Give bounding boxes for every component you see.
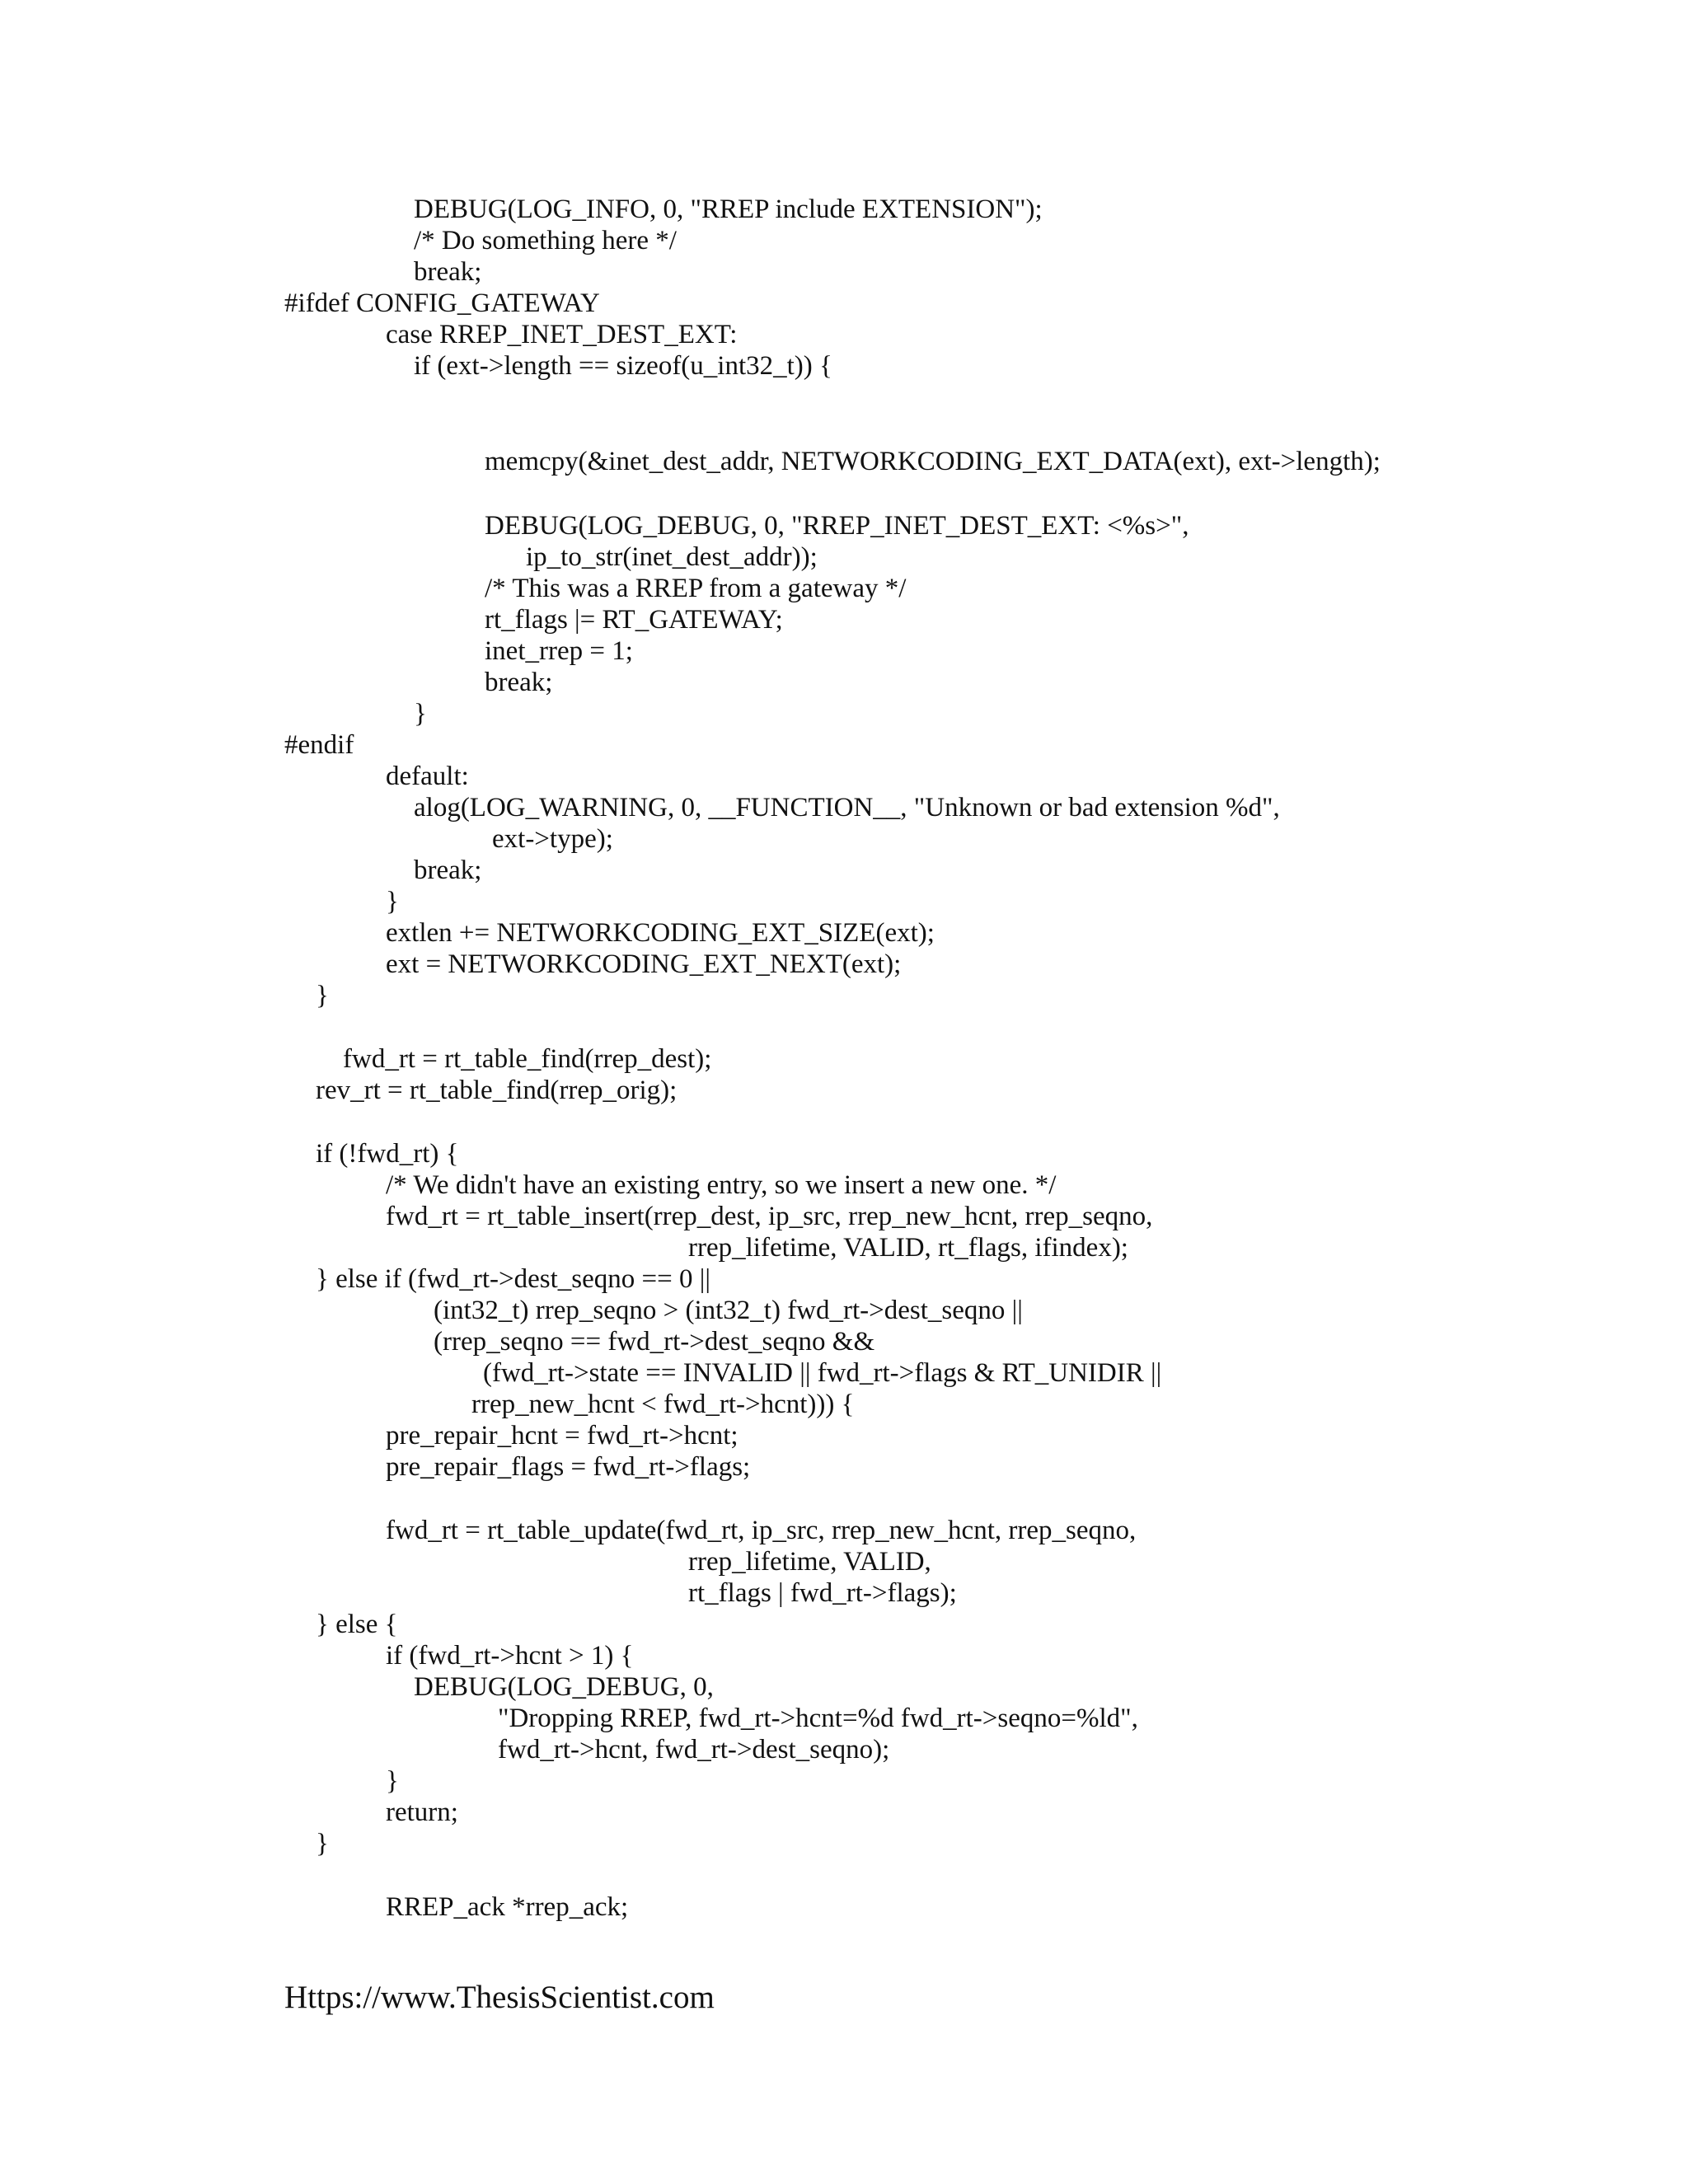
code-line: } (386, 887, 399, 916)
code-line: } (386, 1766, 399, 1796)
code-line: memcpy(&inet_dest_addr, NETWORKCODING_EXT_DATA(ext), ext->length); (485, 447, 1381, 476)
footer-url: Https://www.ThesisScientist.com (284, 1980, 715, 2015)
code-line: return; (386, 1797, 458, 1827)
code-line: inet_rrep = 1; (485, 636, 633, 666)
code-line: fwd_rt = rt_table_find(rrep_dest); (343, 1044, 712, 1074)
code-line: fwd_rt = rt_table_update(fwd_rt, ip_src, rrep_new_hcnt, rrep_seqno, (386, 1516, 1137, 1545)
code-line: #ifdef CONFIG_GATEWAY (284, 288, 600, 318)
code-line: "Dropping RREP, fwd_rt->hcnt=%d fwd_rt->seqno=%ld", (498, 1704, 1138, 1733)
code-line: /* This was a RREP from a gateway */ (485, 574, 907, 603)
code-line: rt_flags | fwd_rt->flags); (688, 1578, 957, 1608)
code-line: if (fwd_rt->hcnt > 1) { (386, 1641, 634, 1671)
code-line: } (316, 1829, 329, 1858)
code-line: rrep_new_hcnt < fwd_rt->hcnt))) { (471, 1390, 855, 1419)
code-line: default: (386, 762, 469, 791)
code-line: case RREP_INET_DEST_EXT: (386, 320, 738, 349)
code-line: ext = NETWORKCODING_EXT_NEXT(ext); (386, 949, 902, 979)
code-line: /* Do something here */ (414, 226, 677, 255)
code-line: ip_to_str(inet_dest_addr)); (526, 542, 818, 572)
code-line: break; (485, 668, 553, 697)
code-line: extlen += NETWORKCODING_EXT_SIZE(ext); (386, 918, 935, 948)
code-line: rrep_lifetime, VALID, rt_flags, ifindex); (688, 1233, 1128, 1263)
code-line: fwd_rt = rt_table_insert(rrep_dest, ip_src, rrep_new_hcnt, rrep_seqno, (386, 1202, 1153, 1231)
code-line: DEBUG(LOG_DEBUG, 0, "RREP_INET_DEST_EXT: <%s>", (485, 511, 1189, 541)
code-line: ext->type); (492, 824, 613, 854)
code-line: } else { (316, 1610, 398, 1639)
code-line: (fwd_rt->state == INVALID || fwd_rt->flags & RT_UNIDIR || (483, 1358, 1162, 1388)
code-line: } (316, 981, 329, 1010)
code-line: break; (414, 257, 482, 287)
code-line: if (ext->length == sizeof(u_int32_t)) { (414, 351, 832, 381)
code-line: DEBUG(LOG_INFO, 0, "RREP include EXTENSION"); (414, 194, 1043, 224)
code-line: rrep_lifetime, VALID, (688, 1547, 931, 1577)
code-line: break; (414, 855, 482, 885)
code-line: (int32_t) rrep_seqno > (int32_t) fwd_rt->dest_seqno || (434, 1296, 1023, 1325)
code-line: } (414, 699, 427, 729)
code-line: (rrep_seqno == fwd_rt->dest_seqno && (434, 1327, 875, 1357)
code-line: fwd_rt->hcnt, fwd_rt->dest_seqno); (498, 1735, 890, 1765)
code-line: /* We didn't have an existing entry, so we insert a new one. */ (386, 1170, 1057, 1200)
code-line: rev_rt = rt_table_find(rrep_orig); (316, 1076, 678, 1105)
code-line: alog(LOG_WARNING, 0, __FUNCTION__, "Unknown or bad extension %d", (414, 793, 1280, 823)
code-line: #endif (284, 730, 354, 760)
code-line: } else if (fwd_rt->dest_seqno == 0 || (316, 1264, 710, 1294)
code-line: pre_repair_flags = fwd_rt->flags; (386, 1452, 751, 1482)
code-line: pre_repair_hcnt = fwd_rt->hcnt; (386, 1421, 738, 1451)
code-line: DEBUG(LOG_DEBUG, 0, (414, 1672, 714, 1702)
code-line: if (!fwd_rt) { (316, 1139, 459, 1169)
code-line: rt_flags |= RT_GATEWAY; (485, 605, 783, 635)
code-line: RREP_ack *rrep_ack; (386, 1892, 629, 1922)
